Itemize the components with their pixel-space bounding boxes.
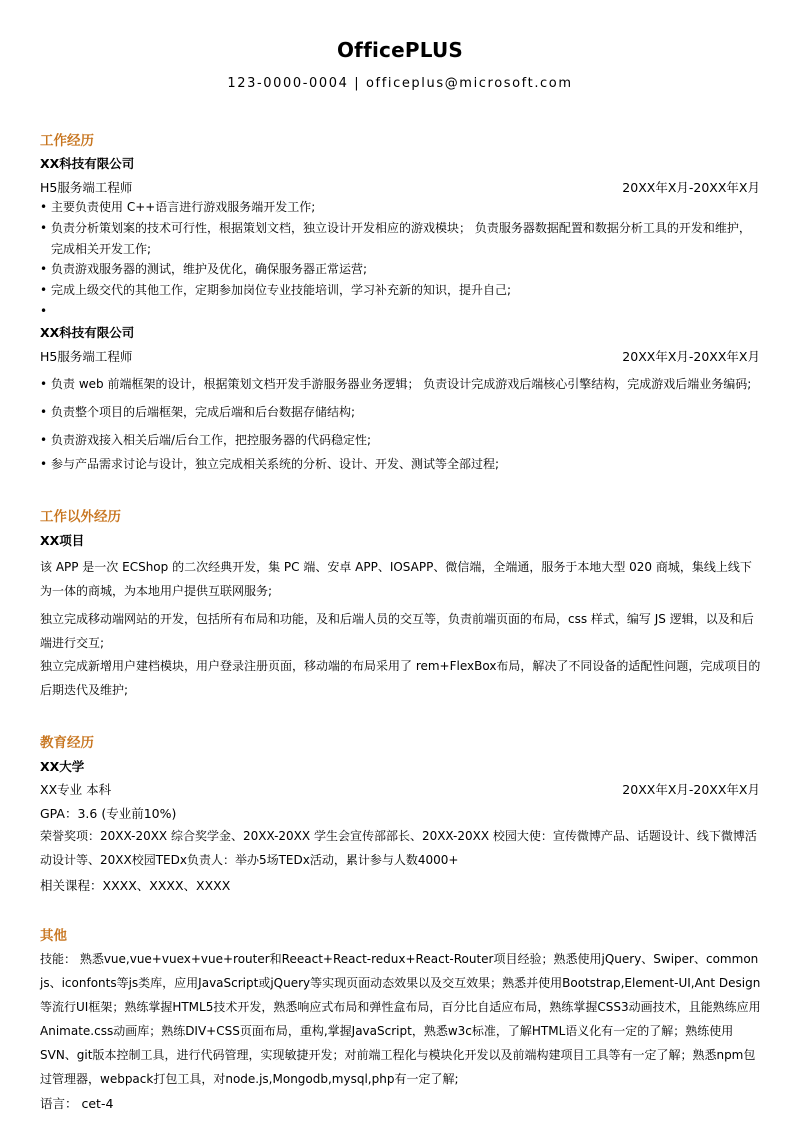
resume-name: OfficePLUS	[336, 38, 463, 62]
section-title-other: 其他	[40, 928, 67, 944]
section-title-extra: 工作以外经历	[40, 509, 121, 525]
bullet-icon: •	[40, 304, 48, 318]
gpa: GPA：3.6 (专业前10%)	[40, 806, 177, 821]
company-name: XX科技有限公司	[40, 325, 135, 340]
bullet-icon: •	[40, 200, 48, 214]
education-row	[40, 780, 760, 798]
bullet-icon: •	[40, 433, 48, 447]
courses: 相关课程：XXXX、XXXX、XXXX	[40, 878, 231, 893]
bullet-icon: •	[40, 377, 48, 391]
list-item: • 负责游戏接入相关后端/后台工作，把控服务器的代码稳定性;	[40, 430, 762, 451]
major: XX专业 本科	[40, 782, 112, 797]
job-row	[40, 347, 760, 365]
project-paragraph: 独立完成新增用户建档模块，用户登录注册页面，移动端的布局采用了 rem+FlexBox布局，解决了不同设备的适配性问题，完成项目的后期迭代及维护;	[40, 659, 761, 697]
list-item: • 主要负责使用 C++语言进行游戏服务端开发工作;	[40, 197, 762, 218]
list-item: • 负责分析策划案的技术可行性，根据策划文档，独立设计开发相应的游戏模块； 负责服务器数据配置和数据分析工具的开发和维护，完成相关开发工作;	[40, 218, 762, 260]
bullet-icon: •	[40, 221, 48, 235]
project-paragraph: 该 APP 是一次 ECShop 的二次经典开发，集 PC 端、安卓 APP、IOSAPP、微信端，全端通，服务于本地大型 020 商城，集线上线下为一体的商城，为本地用户提供互联网服务;	[40, 560, 752, 598]
company-name: XX科技有限公司	[40, 156, 135, 171]
language: 语言： cet-4	[40, 1096, 114, 1111]
education-period: 20XX年X月-20XX年X月	[622, 782, 760, 797]
school-name: XX大学	[40, 759, 85, 774]
list-item: • 负责 web 前端框架的设计，根据策划文档开发手游服务器业务逻辑； 负责设计完成游戏后端核心引擎结构，完成游戏后端业务编码;	[40, 374, 762, 395]
contact-info: 123-0000-0004 | officeplus@microsoft.com	[227, 76, 573, 91]
skills: 技能： 熟悉vue,vue+vuex+vue+router和Reeact+React-redux+React-Router项目经验；熟悉使用jQuery、Swiper、common js、iconfonts等js类库，应用JavaScript或jQuery等实现页面动态效果以及交互效果；熟悉并使用Bootstrap,Element-UI,Ant Design等流行UI框架；熟练掌握HTML5技术开发，熟悉响应式布局和弹性盒布局，百分比自适应布局，熟练掌握CSS3动画技术，且能熟练应用Animate.css动画库；熟练DIV+CSS页面布局，重构,掌握JavaScript，熟悉w3c标准，了解HTML语义化有一定的了解；熟练使用SVN、git版本控制工具，进行代码管理，实现敏捷开发；对前端工程化与模块化开发以及前端构建项目工具等有一定了解；熟悉npm包过管理器，webpack打包工具，对node.js,Mongodb,mysql,php有一定了解;	[40, 952, 761, 1086]
section-title-work: 工作经历	[40, 133, 94, 149]
project-name: XX项目	[40, 533, 85, 548]
job-role: H5服务端工程师	[40, 180, 133, 195]
job-period: 20XX年X月-20XX年X月	[622, 180, 760, 195]
bullet-icon: •	[40, 262, 48, 276]
list-item: • 负责游戏服务器的测试，维护及优化，确保服务器正常运营;	[40, 259, 762, 280]
list-item: • 负责整个项目的后端框架，完成后端和后台数据存储结构;	[40, 402, 762, 423]
list-item: • 参与产品需求讨论与设计，独立完成相关系统的分析、设计、开发、测试等全部过程;	[40, 454, 762, 475]
section-title-education: 教育经历	[40, 735, 94, 751]
list-item: • 完成上级交代的其他工作，定期参加岗位专业技能培训，学习补充新的知识，提升自己;	[40, 280, 762, 301]
bullet-icon: •	[40, 283, 48, 297]
bullet-icon: •	[40, 457, 48, 471]
project-paragraph: 独立完成移动端网站的开发，包括所有布局和功能，及和后端人员的交互等，负责前端页面的布局，css 样式，编写 JS 逻辑，以及和后端进行交互;	[40, 612, 754, 650]
job-role: H5服务端工程师	[40, 349, 133, 364]
job-period: 20XX年X月-20XX年X月	[622, 349, 760, 364]
honors: 荣誉奖项：20XX-20XX 综合奖学金、20XX-20XX 学生会宣传部部长、20XX-20XX 校园大使：宣传微博产品、话题设计、线下微博活动设计等、20XX校园TEDx负责人：举办5场TEDx活动，累计参与人数4000+	[40, 829, 757, 867]
job-row	[40, 178, 760, 196]
bullet-icon: •	[40, 405, 48, 419]
